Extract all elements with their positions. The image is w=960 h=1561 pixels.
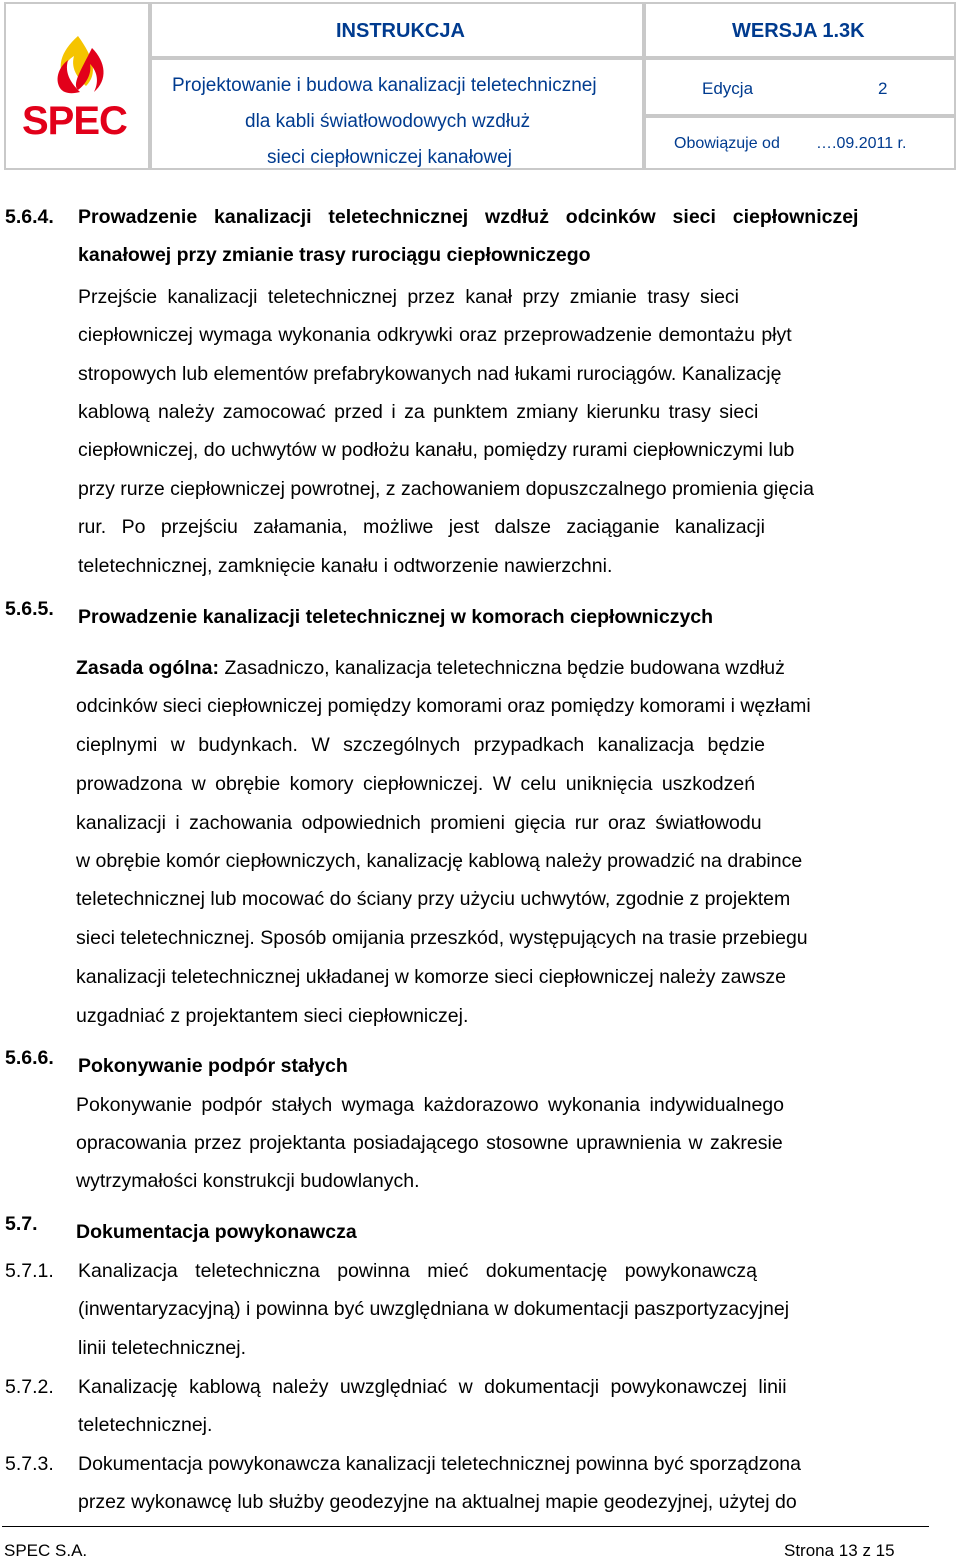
item-line: (inwentaryzacyjną) i powinna być uwzględniana w dokumentacji paszportyzacyjnej	[78, 1298, 790, 1320]
para-line: ciepłowniczej, do uchwytów w podłożu kanału, pomiędzy rurami ciepłowniczymi lub	[78, 439, 795, 461]
para-line: wytrzymałości konstrukcji budowlanych.	[76, 1170, 420, 1192]
instrukcja-label: INSTRUKCJA	[336, 20, 465, 42]
footer-divider	[2, 1526, 929, 1527]
section-number: 5.7.	[5, 1213, 38, 1235]
section-number: 5.6.4.	[5, 206, 54, 228]
section-number: 5.6.5.	[5, 598, 54, 620]
heading-text: Prowadzenie kanalizacji teletechnicznej wzdłuż odcinków sieci ciepłowniczej	[78, 206, 859, 228]
para-line: rur. Po przejściu załamania, możliwe jest dalsze zaciąganie kanalizacji	[78, 516, 765, 538]
footer-page-number: Strona 13 z 15	[784, 1541, 895, 1560]
para-line: ciepłowniczej wymaga wykonania odkrywki oraz przeprowadzenie demontażu płyt	[78, 324, 792, 346]
title-cell	[150, 58, 644, 170]
footer-company: SPEC S.A.	[4, 1541, 88, 1560]
para-line: cieplnymi w budynkach. W szczególnych przypadkach kanalizacja będzie	[76, 734, 765, 756]
section-heading: Dokumentacja powykonawcza	[76, 1221, 357, 1243]
item-line: linii teletechnicznej.	[78, 1337, 247, 1359]
para-line: stropowych lub elementów prefabrykowanych nad łukami rurociągów. Kanalizację	[78, 363, 782, 385]
section-heading: Pokonywanie podpór stałych	[78, 1055, 348, 1077]
para-line: teletechnicznej lub mocować do ściany przy użyciu uchwytów, zgodnie z projektem	[76, 888, 791, 910]
lead-bold: Zasada ogólna:	[76, 657, 220, 679]
para-line: prowadzona w obrębie komory ciepłowniczej. W celu uniknięcia uszkodzeń	[76, 773, 756, 795]
edycja-cell	[644, 58, 956, 116]
item-number: 5.7.2.	[5, 1376, 54, 1398]
para-line: w obrębie komór ciepłowniczych, kanalizację kablową należy prowadzić na drabince	[76, 850, 803, 872]
para-line: teletechnicznej, zamknięcie kanału i odtworzenie nawierzchni.	[78, 555, 613, 577]
doc-title-line-3: sieci ciepłowniczej kanałowej	[267, 147, 513, 168]
para-line: kanalizacji i zachowania odpowiednich promieni gięcia rur oraz światłowodu	[76, 812, 762, 834]
document-header	[4, 2, 956, 170]
section-heading-cont: kanałowej przy zmianie trasy rurociągu ciepłowniczego	[78, 244, 591, 266]
instrukcja-cell	[150, 2, 644, 58]
wersja-label: WERSJA 1.3K	[732, 20, 865, 42]
item-line: Kanalizację kablową należy uwzględniać w dokumentacji powykonawczej linii	[78, 1376, 787, 1398]
logo-text: SPEC	[22, 99, 127, 143]
item-number: 5.7.3.	[5, 1453, 54, 1475]
obowiazuje-label: Obowiązuje od	[674, 135, 780, 152]
para-line: uzgadniać z projektantem sieci ciepłowniczej.	[76, 1005, 469, 1027]
para-line: przy rurze ciepłowniczej powrotnej, z zachowaniem dopuszczalnego promienia gięcia	[78, 478, 814, 500]
doc-title-line-1: Projektowanie i budowa kanalizacji teletechnicznej	[172, 75, 597, 96]
para-line: opracowania przez projektanta posiadającego stosowne uprawnienia w zakresie	[76, 1132, 783, 1154]
para-line: kanalizacji teletechnicznej układanej w komorze sieci ciepłowniczej należy zawsze	[76, 966, 786, 988]
item-line: Dokumentacja powykonawcza kanalizacji teletechnicznej powinna być sporządzona	[78, 1453, 801, 1475]
wersja-cell	[644, 2, 956, 58]
item-line: przez wykonawcę lub służby geodezyjne na aktualnej mapie geodezyjnej, użytej do	[78, 1491, 797, 1513]
section-heading	[78, 206, 926, 229]
edycja-label: Edycja	[702, 79, 754, 98]
section-number: 5.6.6.	[5, 1047, 54, 1069]
para-line	[76, 649, 785, 688]
item-line: teletechnicznej.	[78, 1414, 213, 1436]
item-number: 5.7.1.	[5, 1260, 54, 1282]
obowiazuje-value: ….09.2011 r.	[816, 135, 907, 152]
para-line: Pokonywanie podpór stałych wymaga każdorazowo wykonania indywidualnego	[76, 1094, 784, 1116]
para-line: Przejście kanalizacji teletechnicznej przez kanał przy zmianie trasy sieci	[78, 286, 740, 308]
para-line: sieci teletechnicznej. Sposób omijania przeszkód, występujących na trasie przebiegu	[76, 927, 808, 949]
section-heading: Prowadzenie kanalizacji teletechnicznej w komorach ciepłowniczych	[78, 606, 714, 628]
item-line: Kanalizacja teletechniczna powinna mieć dokumentację powykonawczą	[78, 1260, 757, 1282]
doc-title-line-2: dla kabli światłowodowych wzdłuż	[245, 111, 531, 132]
para-line: kablową należy zamocować przed i za punktem zmiany kierunku trasy sieci	[78, 401, 759, 423]
para-line: odcinków sieci ciepłowniczej pomiędzy komorami oraz pomiędzy komorami i węzłami	[76, 695, 811, 717]
obowiazuje-cell	[644, 116, 956, 170]
spec-logo	[20, 34, 140, 144]
lead-rest: Zasadniczo, kanalizacja teletechniczna będzie budowana wzdłuż	[219, 657, 785, 679]
logo-cell	[4, 2, 150, 170]
edycja-value: 2	[878, 79, 888, 98]
